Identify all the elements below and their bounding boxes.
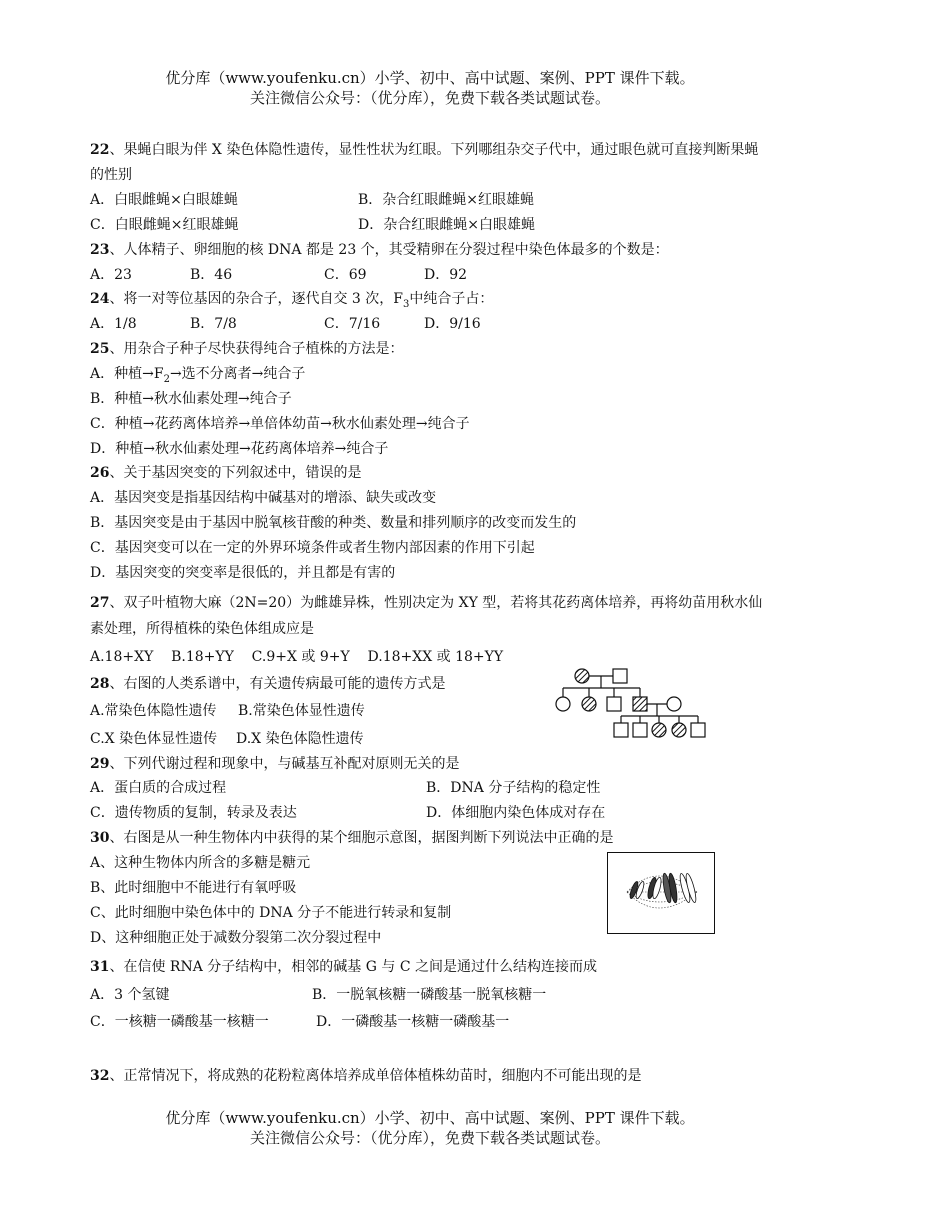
question-text: 、人体精子、卵细胞的核 DNA 都是 23 个，其受精卵在分裂过程中染色体最多的个数是：	[109, 242, 669, 258]
option-d: D．基因突变的突变率是很低的，并且都是有害的	[90, 565, 396, 581]
pedigree-chart-icon	[550, 664, 715, 744]
question-27	[90, 594, 762, 612]
option-a: A．1/8	[90, 316, 137, 332]
option-a: A．3 个氢键	[90, 987, 170, 1003]
footer-line-1: 优分库（www.youfenku.cn）小学、初中、高中试题、案例、PPT 课件下载。	[165, 1109, 695, 1127]
question-number: 27	[90, 595, 110, 611]
question-number: 26	[90, 465, 110, 481]
question-text: 、关于基因突变的下列叙述中，错误的是	[109, 465, 362, 481]
page-footer	[0, 1108, 860, 1148]
option-a: A．白眼雌蝇×白眼雄蝇	[90, 192, 238, 208]
question-23	[90, 241, 669, 259]
question-24	[90, 290, 493, 314]
option-b: B．7/8	[190, 316, 237, 332]
question-text: 、双子叶植物大麻（2N=20）为雌雄异株，性别决定为 XY 型，若将其花药离体培养，再将幼苗用秋水仙	[109, 595, 763, 611]
option-d: D．一磷酸基一核糖一磷酸基一	[316, 1014, 510, 1030]
option-a-text-end: →选不分离者→纯合子	[169, 366, 306, 382]
options-row: A.18+XY B.18+YY C.9+X 或 9+Y D.18+XX 或 18+YY	[90, 649, 504, 665]
option-c: C．69	[324, 267, 367, 283]
option-c: C．种植→花药离体培养→单倍体幼苗→秋水仙素处理→纯合子	[90, 416, 470, 432]
option-b: B．种植→秋水仙素处理→纯合子	[90, 391, 292, 407]
option-c: C、此时细胞中染色体中的 DNA 分子不能进行转录和复制	[90, 905, 452, 921]
question-22-cont: 的性别	[90, 167, 132, 183]
pedigree-affected-female	[652, 723, 666, 737]
question-number: 25	[90, 341, 110, 357]
pedigree-affected-female	[582, 697, 596, 711]
header-line-1: 优分库（www.youfenku.cn）小学、初中、高中试题、案例、PPT 课件下载。	[165, 69, 695, 87]
question-number: 22	[90, 142, 110, 158]
option-c: C．遗传物质的复制，转录及表达	[90, 805, 297, 821]
pedigree-affected-female	[672, 723, 686, 737]
pedigree-male	[613, 669, 627, 683]
option-d: D．种植→秋水仙素处理→花药离体培养→纯合子	[90, 441, 389, 457]
pedigree-affected-female	[575, 669, 589, 683]
question-number: 28	[90, 676, 110, 692]
option-a: A、这种生物体内所含的多糖是糖元	[90, 855, 311, 871]
option-b: B．DNA 分子结构的稳定性	[426, 780, 601, 796]
option-a: A．基因突变是指基因结构中碱基对的增添、缺失或改变	[90, 490, 437, 506]
question-number: 29	[90, 756, 110, 772]
option-b: B．基因突变是由于基因中脱氧核苷酸的种类、数量和排列顺序的改变而发生的	[90, 515, 577, 531]
question-number: 23	[90, 242, 110, 258]
option-a: A．蛋白质的合成过程	[90, 780, 227, 796]
question-30	[90, 829, 613, 847]
question-26	[90, 464, 361, 482]
question-number: 24	[90, 291, 110, 307]
question-text: 、将一对等位基因的杂合子，逐代自交 3 次，F	[109, 291, 404, 307]
option-d: D．杂合红眼雌蝇×白眼雄蝇	[358, 217, 535, 233]
option-a: A．23	[90, 267, 132, 283]
question-text: 、右图的人类系谱中，有关遗传病最可能的遗传方式是	[109, 676, 446, 692]
header-line-2: 关注微信公众号：（优分库），免费下载各类试题试卷。	[249, 89, 610, 107]
option-d: D.X 染色体隐性遗传	[236, 731, 364, 747]
pedigree-female	[556, 697, 570, 711]
option-c: C．白眼雌蝇×红眼雄蝇	[90, 217, 239, 233]
question-22	[90, 141, 758, 159]
question-text: 、果蝇白眼为伴 X 染色体隐性遗传，显性性状为红眼。下列哪组杂交子代中，通过眼色就可直接判断果蝇	[109, 142, 759, 158]
pedigree-male	[614, 723, 628, 737]
option-d: D．92	[424, 267, 468, 283]
pedigree-male	[633, 723, 647, 737]
question-31	[90, 958, 597, 976]
option-b: B、此时细胞中不能进行有氧呼吸	[90, 880, 297, 896]
option-d: D．9/16	[424, 316, 481, 332]
option-c: C.X 染色体显性遗传	[90, 731, 218, 747]
page-header	[0, 68, 860, 108]
option-c: C．基因突变可以在一定的外界环境条件或者生物内部因素的作用下引起	[90, 540, 535, 556]
option-a-text: A．种植→F	[90, 366, 164, 382]
question-32	[90, 1067, 641, 1085]
question-28	[90, 675, 445, 693]
subscript: 2	[163, 373, 170, 385]
question-text: 、用杂合子种子尽快获得纯合子植株的方法是：	[109, 341, 404, 357]
question-text-end: 中纯合子占：	[409, 291, 494, 307]
footer-line-2: 关注微信公众号：（优分库），免费下载各类试题试卷。	[249, 1129, 610, 1147]
pedigree-female	[667, 697, 681, 711]
question-29	[90, 755, 459, 773]
question-text: 、在信使 RNA 分子结构中，相邻的碱基 G 与 C 之间是通过什么结构连接而成	[109, 959, 597, 975]
option-b: B．杂合红眼雌蝇×红眼雄蝇	[358, 192, 535, 208]
option-b: B.常染色体显性遗传	[238, 703, 365, 719]
question-text: 、右图是从一种生物体内中获得的某个细胞示意图，据图判断下列说法中正确的是	[109, 830, 614, 846]
option-b: B．一脱氧核糖一磷酸基一脱氧核糖一	[312, 987, 547, 1003]
cell-division-icon	[607, 852, 715, 934]
question-25	[90, 340, 403, 358]
question-text: 、正常情况下，将成熟的花粉粒离体培养成单倍体植株幼苗时，细胞内不可能出现的是	[109, 1068, 642, 1084]
question-number: 30	[90, 830, 110, 846]
option-a: A.常染色体隐性遗传	[90, 703, 217, 719]
option-a	[90, 365, 305, 389]
question-number: 32	[90, 1068, 110, 1084]
subscript: 3	[403, 298, 410, 310]
question-27-cont: 素处理，所得植株的染色体组成应是	[90, 621, 314, 637]
option-b: B．46	[190, 267, 233, 283]
option-c: C．7/16	[324, 316, 381, 332]
option-c: C．一核糖一磷酸基一核糖一	[90, 1014, 269, 1030]
question-number: 31	[90, 959, 110, 975]
option-d: D．体细胞内染色体成对存在	[426, 805, 606, 821]
pedigree-male	[691, 723, 705, 737]
pedigree-affected-male	[633, 697, 647, 711]
option-d: D、这种细胞正处于减数分裂第二次分裂过程中	[90, 930, 382, 946]
pedigree-male	[607, 697, 621, 711]
question-text: 、下列代谢过程和现象中，与碱基互补配对原则无关的是	[109, 756, 460, 772]
